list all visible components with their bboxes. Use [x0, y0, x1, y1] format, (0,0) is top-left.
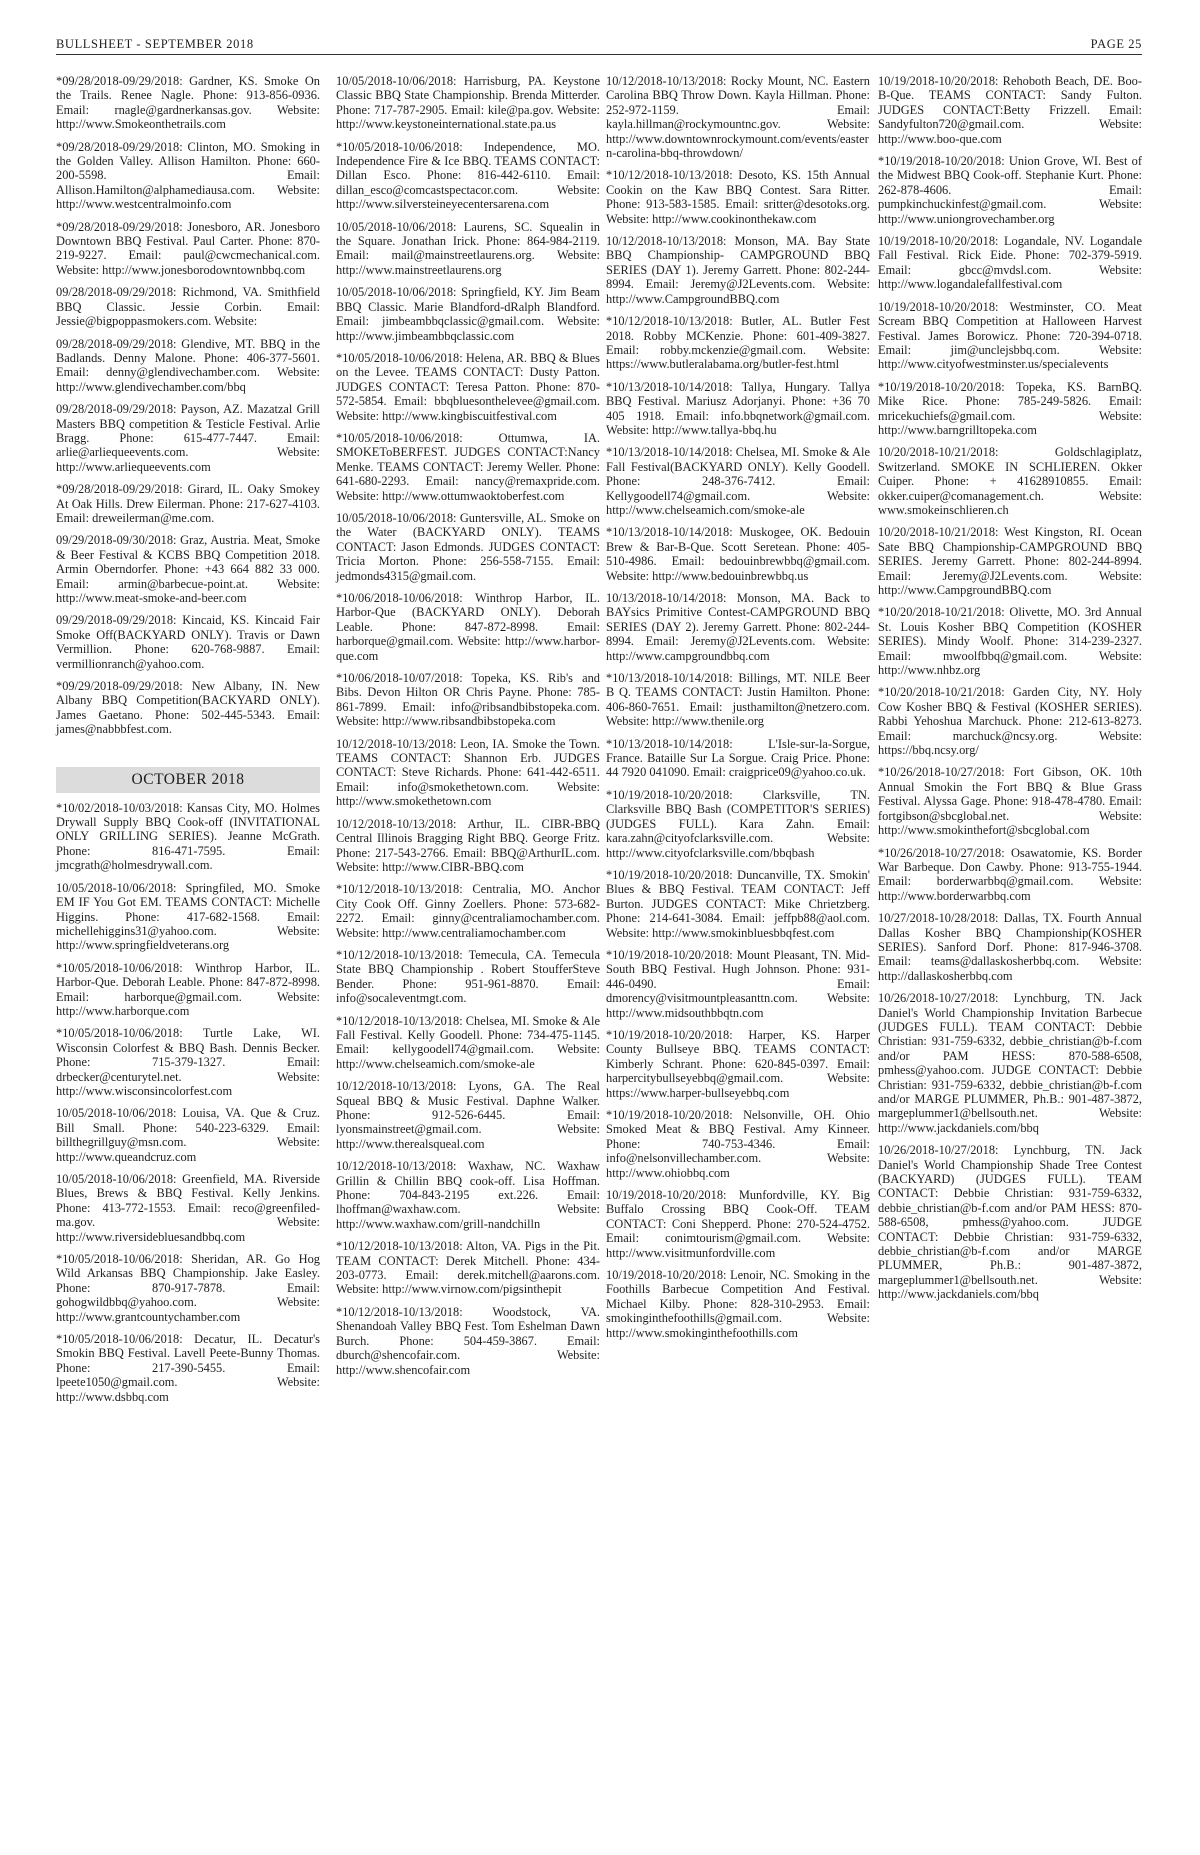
event-listing: 09/28/2018-09/29/2018: Richmond, VA. Smithfield BBQ Classic. Jessie Corbin. Email: Jessie@bigpoppasmokers.com. Website:: [56, 285, 320, 329]
event-listing: *10/19/2018-10/20/2018: Clarksville, TN. Clarksville BBQ Bash (COMPETITOR'S SERIES)(JUDGES FULL). Kara Zahn. Email: kara.zahn@cityofclarksville.com. Website: http://www.cityofclarksville.com/bbqbash: [606, 787, 870, 860]
event-listing: *10/12/2018-10/13/2018: Alton, VA. Pigs in the Pit. TEAM CONTACT: Derek Mitchell. Phone: 434-203-0773. Email: derek.mitchell@aarons.com. Website: http://www.virnow.com/pigsinthepit: [336, 1239, 600, 1297]
october-listings: [56, 801, 320, 1404]
event-listing: 10/20/2018-10/21/2018: West Kingston, RI. Ocean Sate BBQ Championship-CAMPGROUND BBQ SERIES. Jeremy Garrett. Phone: 802-244-8994. Email: Jeremy@J2Levents.com. Website: http://www.CampgroundBBQ.com: [878, 525, 1142, 597]
event-listing: *10/06/2018-10/06/2018: Winthrop Harbor, IL. Harbor-Que (BACKYARD ONLY). Deborah Leable. Phone: 847-872-8998. Email: harborque@gmail.com. Website: http://www.harbor-que.com: [336, 591, 600, 663]
event-listing: 10/05/2018-10/06/2018: Harrisburg, PA. Keystone Classic BBQ State Championship. Brenda Mitterder. Phone: 717-787-2905. Email: kile@pa.gov. Website: http://www.keystoneinternational.state.pa.us: [336, 74, 600, 132]
event-listing: 09/29/2018-09/29/2018: Kincaid, KS. Kincaid Fair Smoke Off(BACKYARD ONLY). Travis or Dawn Vermillion. Phone: 620-768-9887. Email: vermillionranch@yahoo.com.: [56, 613, 320, 671]
event-listing: *10/26/2018-10/27/2018: Osawatomie, KS. Border War Barbeque. Don Cawby. Phone: 913-755-1944. Email: borderwarbbq@gmail.com. Website: http://www.borderwarbbq.com: [878, 845, 1142, 903]
event-listing: 10/05/2018-10/06/2018: Springfiled, MO. Smoke EM IF You Got EM. TEAMS CONTACT: Michelle Higgins. Phone: 417-682-1568. Email: michellehiggins31@yahoo.com. Website: http://www.springfieldveterans.org: [56, 880, 320, 953]
event-listing: *10/19/2018-10/20/2018: Nelsonville, OH. Ohio Smoked Meat & BBQ Festival. Amy Kinneer. Phone: 740-753-4346. Email: info@nelsonvillechamber.com. Website: http://www.ohiobbq.com: [606, 1108, 870, 1180]
publication-title: BULLSHEET - SEPTEMBER 2018: [56, 37, 254, 51]
event-listing: *10/12/2018-10/13/2018: Chelsea, MI. Smoke & Ale Fall Festival. Kelly Goodell. Phone: 734-475-1145. Email: kellygoodell74@gmail.com. Website: http://www.chelseamich.com/smoke-ale: [336, 1013, 600, 1071]
event-listing: *10/05/2018-10/06/2018: Decatur, IL. Decatur's Smokin BBQ Festival. Lavell Peete-Bunny Thomas. Phone: 217-390-5455. Email: lpeete1050@gmail.com. Website: http://www.dsbbq.com: [56, 1332, 320, 1404]
event-listing: *10/26/2018-10/27/2018: Fort Gibson, OK. 10th Annual Smokin the Fort BBQ & Blue Grass Festival. Alyssa Gage. Phone: 918-478-4780. Email: fortgibson@sbcglobal.net. Website: http://www.smokinthefort@sbcglobal.com: [878, 765, 1142, 838]
event-listing: 10/12/2018-10/13/2018: Waxhaw, NC. Waxhaw Grillin & Chillin BBQ cook-off. Lisa Hoffman. Phone: 704-843-2195 ext.226. Email: lhoffman@waxhaw.com. Website: http://www.waxhaw.com/grill-nandchilln: [336, 1159, 600, 1231]
column-4: [878, 74, 1142, 1310]
event-listing: 10/13/2018-10/14/2018: Monson, MA. Back to BAYsics Primitive Contest-CAMPGROUND BBQ SERIES (DAY 2). Jeremy Garrett. Phone: 802-244-8994. Email: Jeremy@J2Levents.com. Website: http://www.campgroundbbq.com: [606, 591, 870, 663]
event-listing: *10/13/2018-10/14/2018: Tallya, Hungary. Tallya BBQ Festival. Mariusz Adorjanyi. Phone: +36 70 405 1918. Email: info.bbqnetwork@gmail.com. Website: http://www.tallya-bbq.hu: [606, 379, 870, 437]
event-listing: *10/13/2018-10/14/2018: Chelsea, MI. Smoke & Ale Fall Festival(BACKYARD ONLY). Kelly Goodell. Phone: 248-376-7412. Email: Kellygoodell74@gmail.com. Website: http://www.chelseamich.com/smoke-ale: [606, 445, 870, 517]
event-listing: 10/19/2018-10/20/2018: Munfordville, KY. Big Buffalo Crossing BBQ Cook-Off. TEAM CONTACT: Coni Shepperd. Phone: 270-524-4752. Email: conimtourism@gmail.com. Website: http://www.visitmunfordville.com: [606, 1188, 870, 1260]
event-listing: *10/13/2018-10/14/2018: Billings, MT. NILE Beer B Q. TEAMS CONTACT: Justin Hamilton. Phone: 406-860-7651. Email: justhamilton@netzero.com. Website: http://www.thenile.org: [606, 671, 870, 729]
event-listing: 09/29/2018-09/30/2018: Graz, Austria. Meat, Smoke & Beer Festival & KCBS BBQ Competition 2018. Armin Oberndorfer. Phone: +43 664 882 33 000. Email: armin@barbecue-point.at. Website: http://www.meat-smoke-and-beer.com: [56, 533, 320, 605]
september-listings: [56, 74, 320, 737]
event-listing: *10/19/2018-10/20/2018: Mount Pleasant, TN. Mid-South BBQ Festival. Hugh Johnson. Phone: 931-446-0490. Email: dmorency@visitmountpleasanttn.com. Website: http://www.midsouthbbqtn.com: [606, 947, 870, 1020]
event-listing: 10/05/2018-10/06/2018: Laurens, SC. Squealin in the Square. Jonathan Irick. Phone: 864-984-2119. Email: mail@mainstreetlaurens.org. Website: http://www.mainstreetlaurens.org: [336, 219, 600, 277]
event-listing: 10/12/2018-10/13/2018: Monson, MA. Bay State BBQ Championship- CAMPGROUND BBQ SERIES (DAY 1). Jeremy Garrett. Phone: 802-244-8994. Email: Jeremy@J2Levents.com. Website: http://www.CampgroundBBQ.com: [606, 234, 870, 306]
event-listing: 09/28/2018-09/29/2018: Glendive, MT. BBQ in the Badlands. Denny Malone. Phone: 406-377-5601. Email: denny@glendivechamber.com. Website: http://www.glendivechamber.com/bbq: [56, 336, 320, 394]
event-listing: 09/28/2018-09/29/2018: Payson, AZ. Mazatzal Grill Masters BBQ competition & Testicle Festival. Arlie Bragg. Phone: 615-477-7447. Email: arlie@arliequeevents.com. Website: http://www.arliequeevents.com: [56, 402, 320, 474]
page-header: [56, 36, 1142, 55]
event-listing: *10/02/2018-10/03/2018: Kansas City, MO. Holmes Drywall Supply BBQ Cook-off (INVITATIONAL ONLY GRILLING SERIES). Jeanne McGrath. Phone: 816-471-7595. Email: jmcgrath@holmesdrywall.com.: [56, 800, 320, 873]
event-listing: *10/20/2018-10/21/2018: Garden City, NY. Holy Cow Kosher BBQ & Festival (KOSHER SERIES). Rabbi Yehoshua Marchuck. Phone: 212-613-8273. Email: marchuck@ncsy.org. Website: https://bbq.ncsy.org/: [878, 685, 1142, 758]
column-3: [606, 74, 870, 1348]
event-listing: *10/05/2018-10/06/2018: Turtle Lake, WI. Wisconsin Colorfest & BBQ Bash. Dennis Becker. Phone: 715-379-1327. Email: drbecker@centurytel.net. Website: http://www.wisconsincolorfest.com: [56, 1026, 320, 1098]
event-listing: *10/05/2018-10/06/2018: Sheridan, AR. Go Hog Wild Arkansas BBQ Championship. Jake Easley. Phone: 870-917-7878. Email: gohogwildbbq@yahoo.com. Website: http://www.grantcountychamber.com: [56, 1252, 320, 1324]
event-listing: 10/20/2018-10/21/2018: Goldschlagiplatz, Switzerland. SMOKE IN SCHLIEREN. Okker Cuiper. Phone: + 41628910855. Email: okker.cuiper@comanagement.ch. Website: www.smokeinschlieren.ch: [878, 445, 1142, 517]
event-listing: *10/05/2018-10/06/2018: Helena, AR. BBQ & Blues on the Levee. TEAMS CONTACT: Dusty Patton. JUDGES CONTACT: Teresa Patton. Phone: 870-572-5854. Email: bbqbluesonthelevee@gmail.com. Website: http://www.kingbiscuitfestival.com: [336, 350, 600, 423]
event-listing: *09/28/2018-09/29/2018: Jonesboro, AR. Jonesboro Downtown BBQ Festival. Paul Carter. Phone: 870-219-9227. Email: paul@cwcmechanical.com. Website: http://www.jonesborodowntownbbq.com: [56, 219, 320, 277]
event-listing: 10/27/2018-10/28/2018: Dallas, TX. Fourth Annual Dallas Kosher BBQ Championship(KOSHER SERIES). Sanford Dorf. Phone: 817-946-3708. Email: teams@dallaskosherbbq.com. Website: http://dallaskosherbbq.com: [878, 911, 1142, 983]
event-listing: 10/19/2018-10/20/2018: Logandale, NV. Logandale Fall Festival. Rick Eide. Phone: 702-379-5919. Email: gbcc@mvdsl.com. Website: http://www.logandalefallfestival.com: [878, 234, 1142, 292]
event-listing: 10/26/2018-10/27/2018: Lynchburg, TN. Jack Daniel's World Championship Shade Tree Contest (BACKYARD) (JUDGES FULL). TEAM CONTACT: Debbie Christian: 931-759-6332, debbie_christian@b-f.com and/or PAM HESS: 870-588-6508, pmhess@yahoo.com. JUDGE CONTACT: Debbie Christian: 931-759-6332, debbie_christian@b-f.com and/or MARGE PLUMMER, Ph.B.: 901-487-3872, margeplummer1@bellsouth.net. Website: http://www.jackdaniels.com/bbq: [878, 1143, 1142, 1302]
event-listing: *10/20/2018-10/21/2018: Olivette, MO. 3rd Annual St. Louis Kosher BBQ Competition (KOSHER SERIES). Mindy Woolf. Phone: 314-239-2327. Email: mwoolfbbq@gmail.com. Website: http://www.nhbz.org: [878, 605, 1142, 678]
event-listing: 10/19/2018-10/20/2018: Rehoboth Beach, DE. Boo-B-Que. TEAMS CONTACT: Sandy Fulton. JUDGES CONTACT:Betty Frizzell. Email: Sandyfulton720@gmail.com. Website: http://www.boo-que.com: [878, 74, 1142, 146]
event-listing: 10/12/2018-10/13/2018: Lyons, GA. The Real Squeal BBQ & Music Festival. Daphne Walker. Phone: 912-526-6445. Email: lyonsmainstreet@gmail.com. Website: http://www.therealsqueal.com: [336, 1079, 600, 1151]
column-2: [336, 74, 600, 1385]
event-listing: *10/05/2018-10/06/2018: Independence, MO. Independence Fire & Ice BBQ. TEAMS CONTACT: Dillan Esco. Phone: 816-442-6110. Email: dillan_esco@comcastspectacor.com. Website: http://www.silversteineyecentersarena.com: [336, 139, 600, 212]
event-listing: *10/06/2018-10/07/2018: Topeka, KS. Rib's and Bibs. Devon Hilton OR Chris Payne. Phone: 785-861-7899. Email: info@ribsandbibstopeka.com. Website: http://www.ribsandbibstopeka.com: [336, 671, 600, 729]
event-listing: *10/12/2018-10/13/2018: Centralia, MO. Anchor City Cook Off. Ginny Zoellers. Phone: 573-682-2272. Email: ginny@centraliamochamber.com. Website: http://www.centraliamochamber.com: [336, 882, 600, 940]
event-listing: *10/13/2018-10/14/2018: Muskogee, OK. Bedouin Brew & Bar-B-Que. Scott Seretean. Phone: 405-510-4986. Email: bedouinbrewbbq@gmail.com. Website: http://www.bedouinbrewbbq.us: [606, 525, 870, 583]
event-listing: 10/26/2018-10/27/2018: Lynchburg, TN. Jack Daniel's World Championship Invitation Barbecue (JUDGES FULL). TEAM CONTACT: Debbie Christian: 931-759-6332, debbie_christian@b-f.com and/or PAM HESS: 870-588-6508, pmhess@yahoo.com. JUDGE CONTACT: Debbie Christian: 931-759-6332, debbie_christian@b-f.com and/or MARGE PLUMMER, Ph.B.: 901-487-3872, margeplummer1@bellsouth.net. Website: http://www.jackdaniels.com/bbq: [878, 991, 1142, 1135]
event-listing: 10/19/2018-10/20/2018: Lenoir, NC. Smoking in the Foothills Barbecue Competition And Festival. Michael Kilby. Phone: 828-310-2953. Email: smokinginthefoothills@gmail.com. Website: http://www.smokinginthefoothills.com: [606, 1268, 870, 1340]
event-listing: 10/12/2018-10/13/2018: Arthur, IL. CIBR-BBQ Central Illinois Bragging Right BBQ. George Fritz. Phone: 217-543-2766. Email: BBQ@ArthurIL.com. Website: http://www.CIBR-BBQ.com: [336, 816, 600, 874]
event-listing: *10/19/2018-10/20/2018: Harper, KS. Harper County Bullseye BBQ. TEAMS CONTACT: Kimberly Schrant. Phone: 620-845-0397. Email: harpercitybullseyebbq@gmail.com. Website: https://www.harper-bullseyebbq.com: [606, 1027, 870, 1100]
event-listing: *09/28/2018-09/29/2018: Gardner, KS. Smoke On the Trails. Renee Nagle. Phone: 913-856-0936. Email: rnagle@gardnerkansas.gov. Website: http://www.Smokeonthetrails.com: [56, 74, 320, 132]
column-1: [56, 74, 320, 1412]
event-listing: *10/19/2018-10/20/2018: Topeka, KS. BarnBQ. Mike Rice. Phone: 785-249-5826. Email: mricekuchiefs@gmail.com. Website: http://www.barngrilltopeka.com: [878, 379, 1142, 437]
event-listing: 10/19/2018-10/20/2018: Westminster, CO. Meat Scream BBQ Competition at Halloween Harvest Festival. James Borowicz. Phone: 720-394-0718. Email: jim@unclejsbbq.com. Website: http://www.cityofwestminster.us/specialevents: [878, 299, 1142, 372]
event-listing: 10/05/2018-10/06/2018: Springfield, KY. Jim Beam BBQ Classic. Marie Blandford-dRalph Blandford. Email: jimbeambbqclassic@gmail.com. Website: http://www.jimbeambbqclassic.com: [336, 285, 600, 343]
event-listing: *10/19/2018-10/20/2018: Duncanville, TX. Smokin' Blues & BBQ Festival. TEAM CONTACT: Jeff Burton. JUDGES CONTACT: Mike Chrietzberg. Phone: 214-641-3084. Email: jeffpb88@aol.com. Website: http://www.smokinbluesbbqfest.com: [606, 867, 870, 940]
event-listing: *09/29/2018-09/29/2018: New Albany, IN. New Albany BBQ Competition(BACKYARD ONLY). James Gaetano. Phone: 502-445-5343. Email: james@nabbbfest.com.: [56, 679, 320, 737]
event-listing: *10/05/2018-10/06/2018: Winthrop Harbor, IL. Harbor-Que. Deborah Leable. Phone: 847-872-8998. Email: harborque@gmail.com. Website: http://www.harborque.com: [56, 960, 320, 1018]
event-listing: *10/05/2018-10/06/2018: Ottumwa, IA. SMOKEToBERFEST. JUDGES CONTACT:Nancy Menke. TEAMS CONTACT: Jeremy Weller. Phone: 641-680-2293. Email: nancy@remaxpride.com. Website: http://www.ottumwaoktoberfest.com: [336, 430, 600, 503]
event-listing: *09/28/2018-09/29/2018: Girard, IL. Oaky Smokey At Oak Hills. Drew Eilerman. Phone: 217-627-4103. Email: dreweilerman@me.com.: [56, 482, 320, 525]
section-heading-october: OCTOBER 2018: [56, 767, 320, 793]
event-listing: *10/13/2018-10/14/2018: L'Isle-sur-la-Sorgue, France. Bataille Sur La Sorgue. Craig Price. Phone: 44 7920 041090. Email: craigprice09@yahoo.co.uk.: [606, 736, 870, 780]
event-listing: *09/28/2018-09/29/2018: Clinton, MO. Smoking in the Golden Valley. Allison Hamilton. Phone: 660-200-5598. Email: Allison.Hamilton@alphamediausa.com. Website: http://www.westcentralmoinfo.com: [56, 139, 320, 212]
event-listing: *10/12/2018-10/13/2018: Woodstock, VA. Shenandoah Valley BBQ Fest. Tom Eshelman Dawn Burch. Phone: 504-459-3867. Email: dburch@shencofair.com. Website: http://www.shencofair.com: [336, 1304, 600, 1377]
event-listing: *10/12/2018-10/13/2018: Desoto, KS. 15th Annual Cookin on the Kaw BBQ Contest. Sara Ritter. Phone: 913-583-1585. Email: sritter@desotoks.org. Website: http://www.cookinonthekaw.com: [606, 168, 870, 226]
event-listing: *10/12/2018-10/13/2018: Temecula, CA. Temecula State BBQ Championship . Robert StoufferSteve Bender. Phone: 951-961-8870. Email: info@socaleventmgt.com.: [336, 947, 600, 1006]
event-listing: *10/12/2018-10/13/2018: Butler, AL. Butler Fest 2018. Robby MCKenzie. Phone: 601-409-3827. Email: robby.mckenzie@gmail.com. Website: https://www.butleralabama.org/butler-fest.html: [606, 314, 870, 372]
event-listing: 10/12/2018-10/13/2018: Leon, IA. Smoke the Town. TEAMS CONTACT: Shannon Erb. JUDGES CONTACT: Steve Richards. Phone: 641-442-6511. Email: info@smokethetown.com. Website: http://www.smokethetown.com: [336, 736, 600, 809]
event-listing: 10/05/2018-10/06/2018: Guntersville, AL. Smoke on the Water (BACKYARD ONLY). TEAMS CONTACT: Jason Edmonds. JUDGES CONTACT: Tricia Morton. Phone: 256-558-7155. Email: jedmonds4315@gmail.com.: [336, 510, 600, 583]
event-listing: *10/19/2018-10/20/2018: Union Grove, WI. Best of the Midwest BBQ Cook-off. Stephanie Kurt. Phone: 262-878-4606. Email: pumpkinchuckinfest@gmail.com. Website: http://www.uniongrovechamber.org: [878, 154, 1142, 226]
page-number: PAGE 25: [1090, 37, 1142, 51]
event-listing: 10/12/2018-10/13/2018: Rocky Mount, NC. Eastern Carolina BBQ Throw Down. Kayla Hillman. Phone: 252-972-1159. Email: kayla.hillman@rockymountnc.gov. Website: http://www.downtownrockymount.com/events/eastern-carolina-bbq-throwdown/: [606, 74, 870, 161]
event-listing: 10/05/2018-10/06/2018: Greenfield, MA. Riverside Blues, Brews & BBQ Festival. Kelly Jenkins. Phone: 413-772-1553. Email: reco@greenfiled-ma.gov. Website: http://www.riversidebluesandbbq.com: [56, 1172, 320, 1244]
event-listing: 10/05/2018-10/06/2018: Louisa, VA. Que & Cruz. Bill Small. Phone: 540-223-6329. Email: billthegrillguy@msn.com. Website: http://www.queandcruz.com: [56, 1106, 320, 1164]
